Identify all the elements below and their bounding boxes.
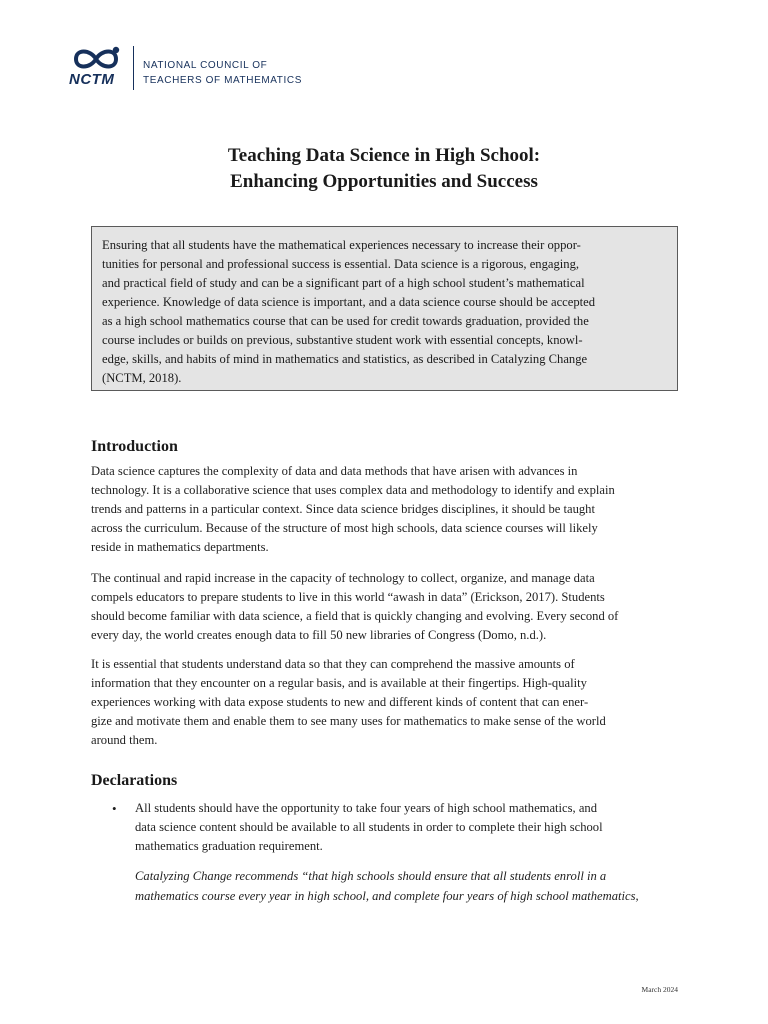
paragraph-line: trends and patterns in a particular context. Since data science bridges disciplines, it should be taught <box>91 502 595 516</box>
summary-line: course includes or builds on previous, substantive student work with essential concepts, knowl- <box>102 333 583 347</box>
title-line: Enhancing Opportunities and Success <box>230 171 538 192</box>
paragraph-line: every day, the world creates enough data to fill 50 new libraries of Congress (Domo, n.d.). <box>91 628 547 642</box>
paragraph-line: should become familiar with data science, a field that is quickly changing and evolving. Every second of <box>91 609 619 623</box>
paragraph-line: gize and motivate them and enable them to see many uses for mathematics to make sense of the world <box>91 714 606 728</box>
summary-line: as a high school mathematics course that can be used for credit towards graduation, provided the <box>102 314 589 328</box>
nctm-infinity-logo-icon <box>68 44 124 92</box>
quote-line: Catalyzing Change recommends “that high schools should ensure that all students enroll in a <box>135 869 607 883</box>
intro-paragraph-3 <box>91 655 691 750</box>
bullet-marker: • <box>112 801 117 816</box>
paragraph-line: experiences working with data expose students to new and different kinds of content that can ener- <box>91 695 589 709</box>
document-title <box>0 143 768 195</box>
paragraph-line: It is essential that students understand data so that they can comprehend the massive amounts of <box>91 657 575 671</box>
bullet-text <box>135 799 603 856</box>
footer-date: March 2024 <box>641 985 678 994</box>
paragraph-line: reside in mathematics departments. <box>91 540 269 554</box>
summary-line: edge, skills, and habits of mind in mathematics and statistics, as described in Catalyzing Change <box>102 352 588 366</box>
paragraph-line: technology. It is a collaborative science that uses complex data and methodology to identify and explain <box>91 483 615 497</box>
paragraph-line: compels educators to prepare students to live in this world “awash in data” (Erickson, 2017). Students <box>91 590 605 604</box>
summary-line: (NCTM, 2018). <box>102 371 182 385</box>
intro-paragraph-1 <box>91 462 691 557</box>
organization-name-line: NATIONAL COUNCIL OF <box>143 60 268 71</box>
logo-divider <box>133 46 134 90</box>
paragraph-line: around them. <box>91 733 158 747</box>
quote-line: mathematics course every year in high school, and complete four years of high school mathematics, <box>135 889 639 903</box>
summary-line: tunities for personal and professional success is essential. Data science is a rigorous, engaging, <box>102 257 580 271</box>
title-line: Teaching Data Science in High School: <box>227 145 541 166</box>
nctm-header <box>68 44 302 92</box>
intro-paragraph-2 <box>91 569 691 645</box>
bullet-line: All students should have the opportunity to take four years of high school mathematics, and <box>135 801 598 815</box>
declarations-heading: Declarations <box>91 772 178 789</box>
organization-name <box>143 58 302 88</box>
bullet-line: mathematics graduation requirement. <box>135 839 323 853</box>
paragraph-line: across the curriculum. Because of the structure of most high schools, data science courses will likely <box>91 521 598 535</box>
summary-box <box>91 226 678 391</box>
bullet-line: data science content should be available to all students in order to complete their high school <box>135 820 603 834</box>
catalyzing-change-quote <box>135 866 639 906</box>
paragraph-line: information that they encounter on a regular basis, and is available at their fingertips. High-quality <box>91 676 587 690</box>
logo-wordmark: NCTM <box>69 71 115 88</box>
summary-line: and practical field of study and can be a significant part of a high school student’s mathematical <box>102 276 585 290</box>
paragraph-line: The continual and rapid increase in the capacity of technology to collect, organize, and manage data <box>91 571 595 585</box>
organization-name-line: TEACHERS OF MATHEMATICS <box>143 75 302 86</box>
introduction-heading: Introduction <box>91 438 178 455</box>
paragraph-line: Data science captures the complexity of data and data methods that have arisen with advances in <box>91 464 578 478</box>
summary-line: Ensuring that all students have the mathematical experiences necessary to increase their oppor- <box>102 238 581 252</box>
summary-line: experience. Knowledge of data science is important, and a data science course should be accepted <box>102 295 596 309</box>
